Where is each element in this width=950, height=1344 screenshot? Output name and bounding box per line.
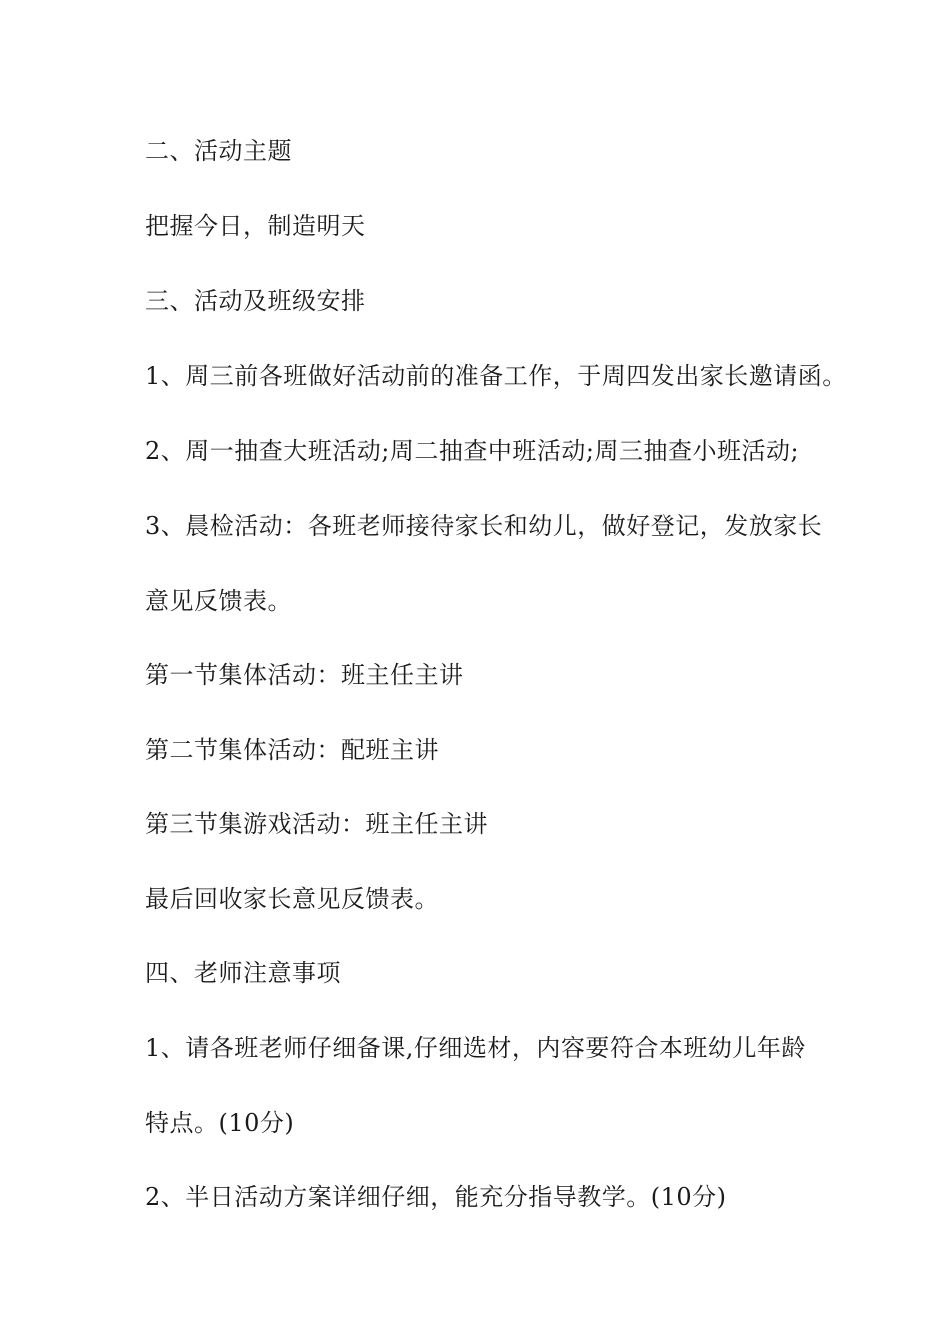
section-heading-notes: 四、老师注意事项: [145, 959, 341, 987]
section-heading-arrangement: 三、活动及班级安排: [145, 287, 366, 315]
section-heading-theme: 二、活动主题: [145, 137, 292, 165]
notes-item-1-continued: 特点。(10分): [145, 1109, 295, 1137]
first-session-text: 第一节集体活动：班主任主讲: [145, 661, 464, 689]
arrangement-item-3-continued: 意见反馈表。: [145, 587, 292, 615]
theme-text: 把握今日，制造明天: [145, 212, 366, 240]
arrangement-item-2: 2、周一抽查大班活动;周二抽查中班活动;周三抽查小班活动;: [145, 437, 800, 465]
arrangement-item-3: 3、晨检活动：各班老师接待家长和幼儿，做好登记，发放家长: [145, 512, 823, 540]
collect-feedback-text: 最后回收家长意见反馈表。: [145, 885, 439, 913]
second-session-text: 第二节集体活动：配班主讲: [145, 736, 439, 764]
notes-item-1: 1、请各班老师仔细备课,仔细选材，内容要符合本班幼儿年龄: [145, 1034, 806, 1062]
arrangement-item-1: 1、周三前各班做好活动前的准备工作，于周四发出家长邀请函。: [145, 362, 847, 390]
notes-item-2: 2、半日活动方案详细仔细，能充分指导教学。(10分): [145, 1183, 727, 1211]
third-session-text: 第三节集游戏活动：班主任主讲: [145, 810, 488, 838]
